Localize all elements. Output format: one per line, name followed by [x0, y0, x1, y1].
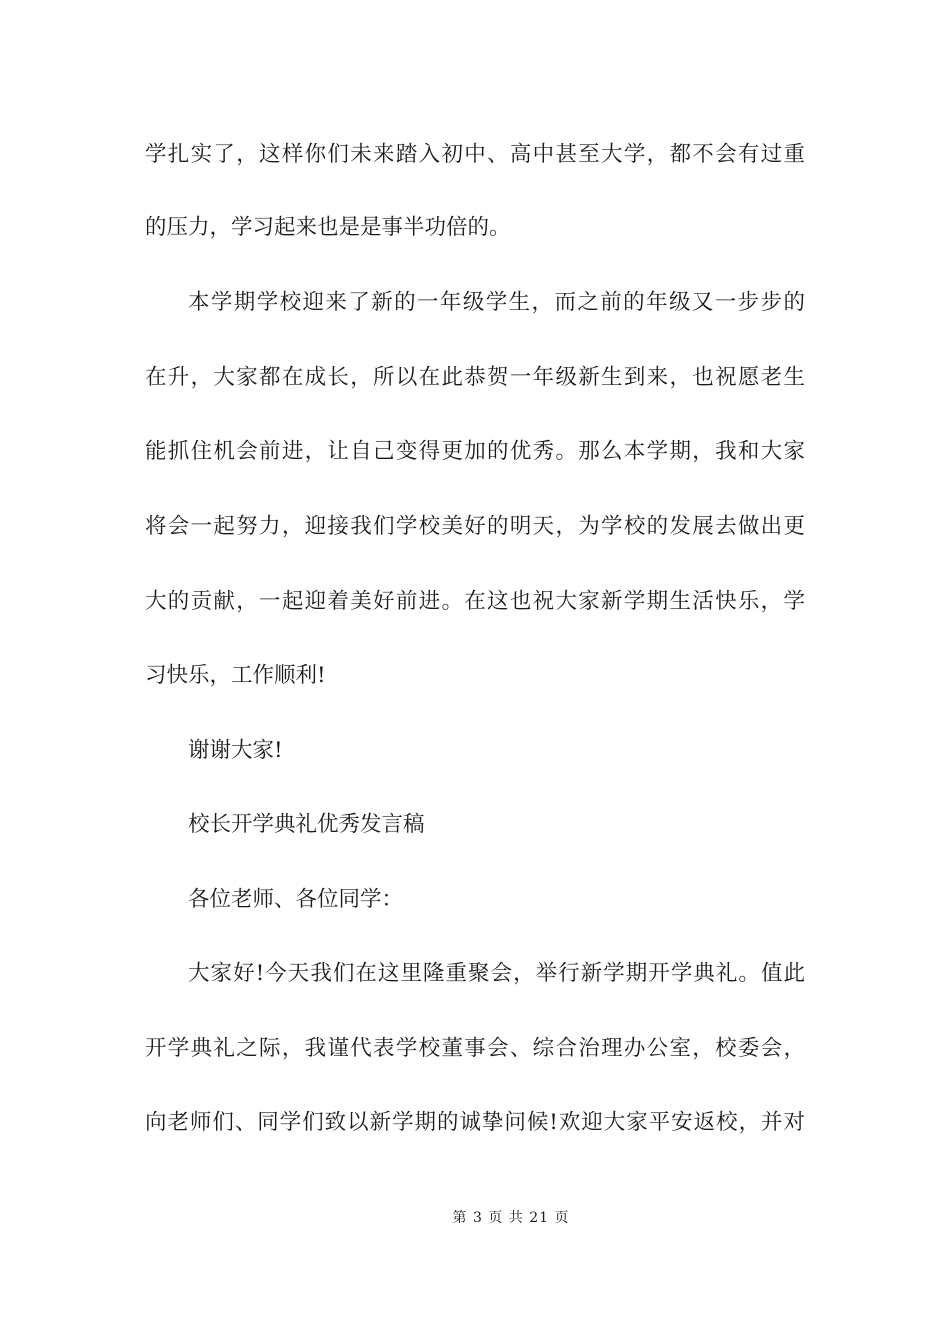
text-line-6: 将会一起努力，迎接我们学校美好的明天，为学校的发展去做出更 — [145, 514, 805, 539]
text-line-2: 的压力，学习起来也是是事半功倍的。 — [145, 215, 511, 240]
text-line-14: 向老师们、同学们致以新学期的诚挚问候!欢迎大家平安返校，并对 — [145, 1110, 805, 1135]
text-line-3: 本学期学校迎来了新的一年级学生，而之前的年级又一步步的 — [188, 290, 805, 315]
text-line-12: 大家好!今天我们在这里隆重聚会，举行新学期开学典礼。值此 — [188, 961, 805, 986]
page-number-footer: 第 3 页 共 21 页 — [452, 1210, 570, 1226]
salutation-line: 各位老师、各位同学： — [188, 887, 404, 912]
section-heading: 校长开学典礼优秀发言稿 — [188, 812, 425, 837]
text-line-1: 学扎实了，这样你们未来踏入初中、高中甚至大学，都不会有过重 — [145, 142, 805, 167]
text-line-5: 能抓住机会前进，让自己变得更加的优秀。那么本学期，我和大家 — [145, 439, 805, 464]
text-line-8: 习快乐，工作顺利! — [145, 663, 326, 688]
text-line-4: 在升，大家都在成长，所以在此恭贺一年级新生到来，也祝愿老生 — [145, 365, 805, 390]
text-line-7: 大的贡献，一起迎着美好前进。在这也祝大家新学期生活快乐，学 — [145, 589, 805, 614]
text-line-13: 开学典礼之际，我谨代表学校董事会、综合治理办公室，校委会， — [145, 1036, 805, 1061]
text-line-9: 谢谢大家! — [188, 738, 283, 763]
